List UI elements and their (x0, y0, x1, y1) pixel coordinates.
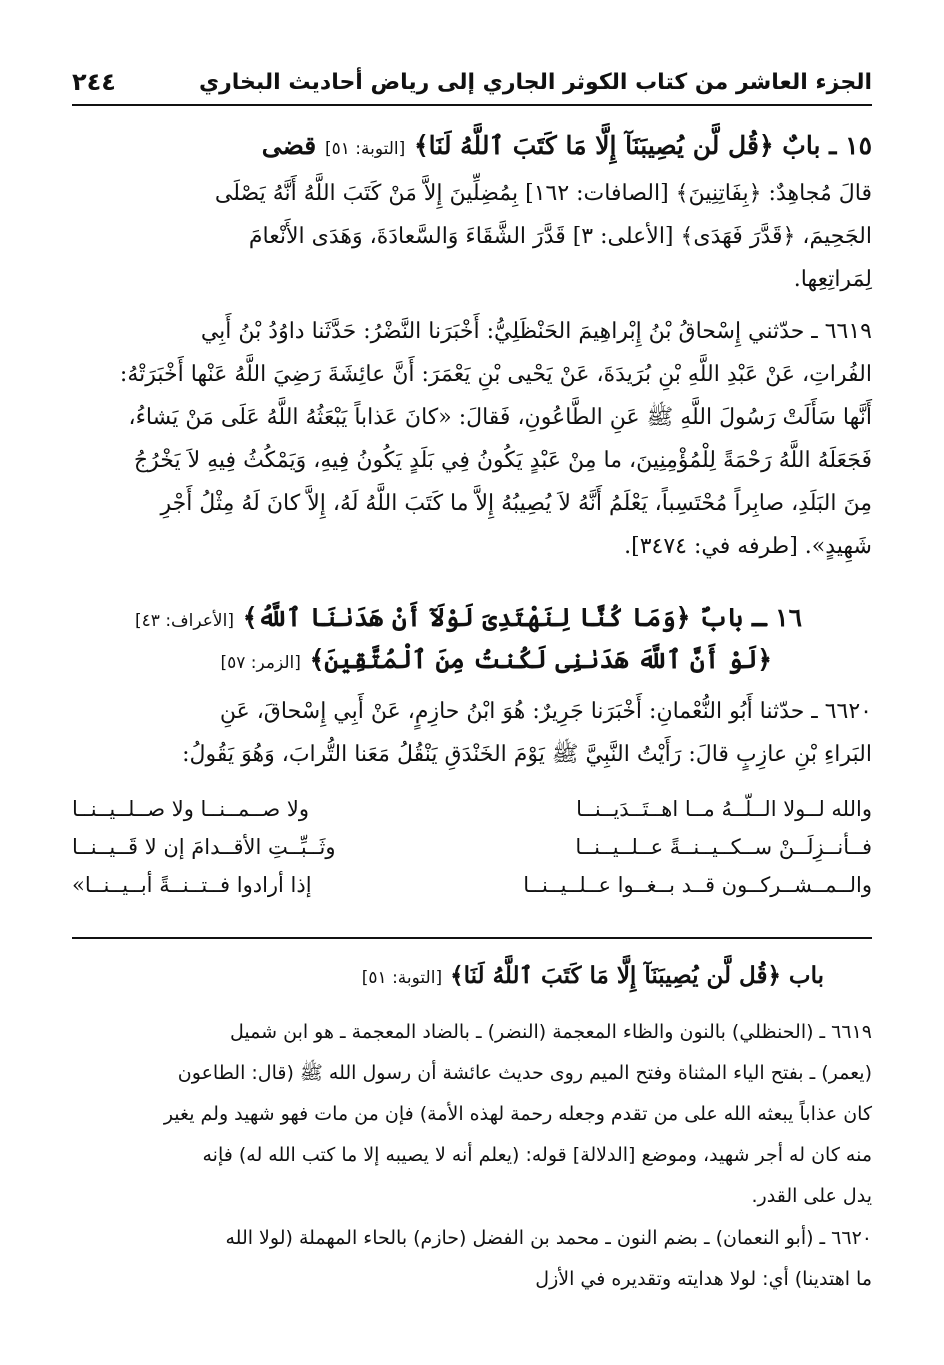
chapter-15-title: ١٥ ـ بابٌ ﴿قُل لَّن يُصِيبَنَآ إِلَّا مَا كَتَبَ ٱللَّهُ لَنَا﴾ (414, 131, 872, 160)
chapter-16-heading (135, 600, 802, 639)
commentary-6620 (72, 1218, 872, 1300)
text-line: الفُراتِ، عَنْ عَبْدِ اللَّهِ بْنِ بُرَيدَةَ، عَنْ يَحْيى بْنِ يَعْمَرَ: أَنَّ عائِشَةَ رَضِيَ اللَّهُ عَنْها أَخْبَرَتْهُ: (119, 362, 872, 387)
text-line: ما اهتدينا) أي: لولا هدايته وتقديره في الأزل (535, 1268, 872, 1290)
hadith-6619 (72, 310, 872, 568)
chapter-15-ref: [التوبة: ٥١] (324, 139, 406, 159)
running-title: الجزء العاشر من كتاب الكوثر الجاري إلى رياض أحاديث البخاري (198, 69, 872, 95)
text-line: (يعمر) ـ بفتح الياء المثناة وفتح الميم روى حديث عائشة أن رسول الله ﷺ (قال: الطاعون (177, 1062, 872, 1084)
poem-verse (72, 828, 872, 866)
text-line: ٦٦١٩ ـ حدّثني إِسْحاقُ بْنُ إِبْراهِيمَ الحَنْظَلِيُّ: أَخْبَرَنا النَّضْرُ: حَدَّثَنا داوُدُ بْنُ أَبِي (200, 319, 872, 344)
text-line: ٦٦٢٠ ـ حدّثنا أَبُو النُّعْمانِ: أَخْبَرَنا جَرِيرٌ: هُوَ ابْنُ حازِمٍ، عَنْ أَبِي إِسْحاقَ، عَنِ (219, 699, 872, 724)
chapter-16-ref1: [الأعراف: ٤٣] (135, 611, 234, 631)
text-line: البَراءِ بْنِ عازِبٍ قالَ: رَأَيْتُ النَّبِيَّ ﷺ يَوْمَ الخَنْدَقِ يَنْقُلُ مَعَنا التُّرابَ، وَهُوَ يَقُولُ: (182, 742, 872, 767)
verse-second-half: وثَــبِّــتِ الأقــدامَ إن لا قَــيــنــا (72, 835, 336, 859)
verse-second-half: ولا صــمــنــا ولا صــلــيــنــا (72, 797, 309, 821)
text-line: قالَ مُجاهِدٌ: ﴿بِفَاتِنِينَ﴾ [الصافات: ١٦٢] بِمُضِلِّينَ إِلاَّ مَنْ كَتَبَ اللَّهُ أَنَّهُ يَصْلَى (214, 181, 872, 206)
text-line: كان عذاباً يبعثه الله على من تقدم وجعله رحمة لهذه الأمة) فإن من مات فهو شهيد ولم يغير (163, 1103, 872, 1125)
commentary-title: باب ﴿قُل لَّن يُصِيبَنَآ إِلَّا مَا كَتَبَ ٱللَّهُ لَنَا﴾ (450, 962, 824, 989)
running-header (72, 60, 872, 106)
commentary-6619 (72, 1012, 872, 1217)
poem-verse (72, 790, 872, 828)
verse-first-half: فــأنــزِلَــنْ ســكــيــنــةً عــلــيــنــا (575, 835, 872, 859)
text-line: الجَحِيمَ، ﴿قَدَّرَ فَهَدَى﴾ [الأعلى: ٣] قَدَّرَ الشَّقَاءَ وَالسَّعادَةَ، وَهَدَى الأَنْعامَ (248, 224, 872, 249)
footnote-divider (72, 937, 872, 939)
chapter-16-verse2: ﴿لَوْ أَنَّ ٱللَّهَ هَدَىٰنِى لَكُنتُ مِنَ ٱلْمُتَّقِينَ﴾ (309, 645, 772, 674)
text-line: شَهِيدٍ». [طرفه في: ٣٤٧٤]. (624, 534, 872, 559)
chapter-16-ref2: [الزمر: ٥٧] (220, 653, 301, 673)
poem-verse (72, 866, 872, 904)
text-line: مِنَ البَلَدِ، صابِراً مُحْتَسِباً، يَعْلَمُ أَنَّهُ لاَ يُصِيبُهُ إِلاَّ ما كَتَبَ اللَّهُ لَهُ، إِلاَّ كانَ لَهُ مِثْلُ أَجْرِ (160, 491, 872, 516)
mujahid-paragraph (72, 172, 872, 301)
chapter-15-heading (262, 128, 872, 167)
chapter-15-tail: قضى (261, 131, 317, 160)
commentary-ref: [التوبة: ٥١] (361, 968, 443, 988)
hadith-6620 (72, 690, 872, 776)
text-line: ٦٦٢٠ ـ (أبو النعمان) ـ بضم النون ـ محمد بن الفضل (حازم) بالحاء المهملة (لولا الله (225, 1227, 872, 1249)
text-line: فَجَعَلَهُ اللَّهُ رَحْمَةً لِلْمُؤْمِنِينَ، ما مِنْ عَبْدٍ يَكُونُ فِي بَلَدٍ يَكُونُ فِيهِ، وَيَمْكُثُ فِيهِ لاَ يَخْرُجُ (133, 448, 872, 473)
chapter-16-heading-2 (220, 642, 772, 681)
text-line: يدل على القدر. (751, 1185, 872, 1207)
page-number: ٢٤٤ (72, 68, 116, 96)
text-line: أَنَّها سَأَلَتْ رَسُولَ اللَّهِ ﷺ عَنِ الطَّاعُونِ، فَقالَ: «كانَ عَذاباً يَبْعَثُهُ اللَّهُ عَلَى مَنْ يَشاءُ، (128, 405, 872, 430)
verse-first-half: والله لــولا الــلّــهُ مــا اهــتَــدَيــنــا (576, 797, 872, 821)
chapter-16-title: ١٦ ـ بابٌ ﴿وَمَا كُنَّا لِنَهْتَدِىَ لَوْلَآ أَنْ هَدَىٰنَا ٱللَّهُ﴾ (242, 603, 802, 632)
text-line: ٦٦١٩ ـ (الحنظلي) بالنون والظاء المعجمة (النضر) ـ بالضاد المعجمة ـ هو ابن شميل (230, 1021, 872, 1043)
commentary-heading (362, 958, 824, 996)
text-line: لِمَراتِعِها. (793, 267, 872, 292)
verse-second-half: إذا أرادوا فــتــنــةً أبــيــنــا» (72, 873, 312, 897)
text-line: منه كان له أجر شهيد، وموضع [الدلالة] قوله: (يعلم أنه لا يصيبه إلا ما كتب الله له) فإنه (202, 1144, 872, 1166)
verse-first-half: والــمــشــركــون قــد بــغــوا عــلــيــنــا (523, 873, 872, 897)
poem (72, 790, 872, 904)
